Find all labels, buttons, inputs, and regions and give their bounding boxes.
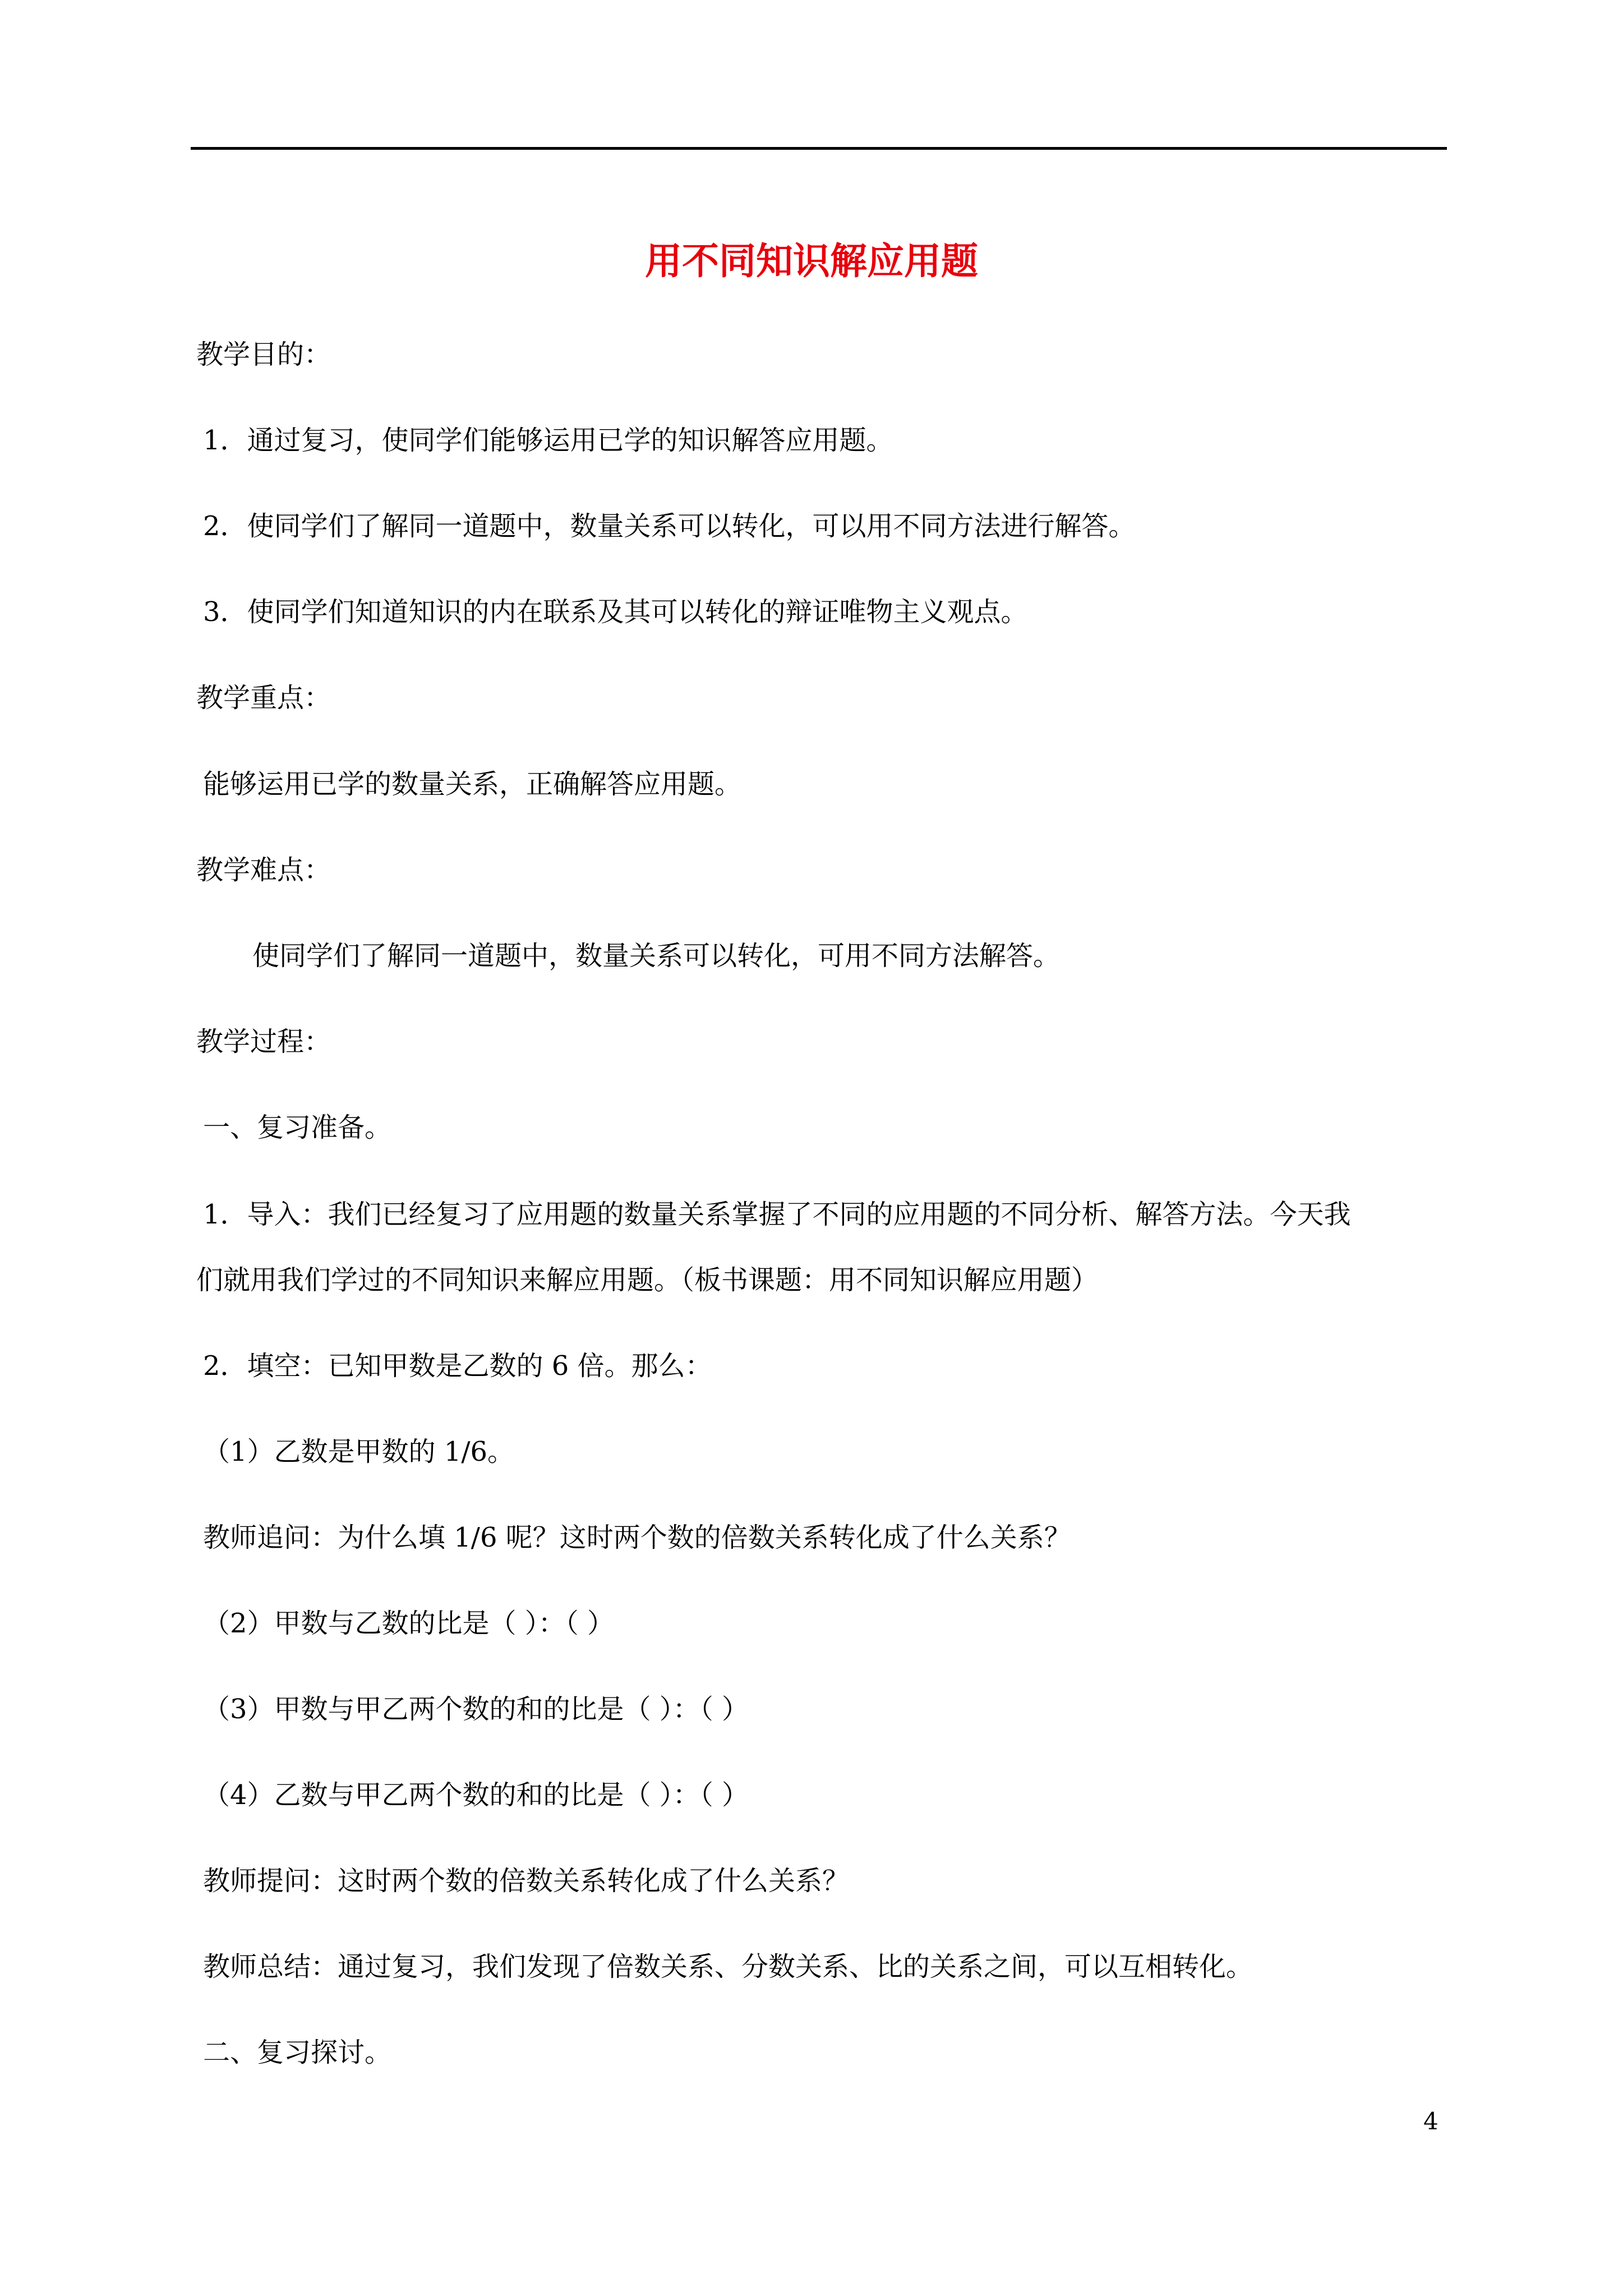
fill-blank-item-3: （3）甲数与甲乙两个数的和的比是（ ）：（ ） xyxy=(203,1694,749,1725)
objective-item-1: 1．通过复习，使同学们能够运用已学的知识解答应用题。 xyxy=(203,425,893,456)
fill-blank-item-1: （1）乙数是甲数的 1/6。 xyxy=(203,1436,515,1467)
part-heading-discussion: 二、复习探讨。 xyxy=(203,2037,392,2068)
teacher-summary: 教师总结：通过复习，我们发现了倍数关系、分数关系、比的关系之间，可以互相转化。 xyxy=(203,1951,1253,1982)
teacher-follow-up-question: 教师追问：为什么填 1/6 呢？这时两个数的倍数关系转化成了什么关系？ xyxy=(203,1522,1071,1553)
section-heading-objectives: 教学目的： xyxy=(196,339,331,370)
header-rule xyxy=(191,147,1447,150)
fill-blank-item-4: （4）乙数与甲乙两个数的和的比是（ ）：（ ） xyxy=(203,1779,749,1811)
objective-item-3: 3．使同学们知道知识的内在联系及其可以转化的辩证唯物主义观点。 xyxy=(203,596,1028,628)
fill-blank-item-2: （2）甲数与乙数的比是（ ）：（ ） xyxy=(203,1608,615,1639)
page-number: 4 xyxy=(1423,2108,1438,2135)
part-heading-review: 一、复习准备。 xyxy=(203,1112,392,1143)
section-heading-difficulties: 教学难点： xyxy=(196,854,331,886)
fill-blank-prompt: 2．填空：已知甲数是乙数的 6 倍。那么： xyxy=(203,1350,712,1382)
section-heading-process: 教学过程： xyxy=(196,1026,331,1057)
page-title: 用不同知识解应用题 xyxy=(645,239,978,283)
teacher-question: 教师提问：这时两个数的倍数关系转化成了什么关系？ xyxy=(203,1865,850,1897)
intro-paragraph-line-2: 们就用我们学过的不同知识来解应用题。（板书课题：用不同知识解应用题） xyxy=(196,1264,1099,1296)
objective-item-2: 2．使同学们了解同一道题中，数量关系可以转化，可以用不同方法进行解答。 xyxy=(203,510,1136,542)
section-heading-key-points: 教学重点： xyxy=(196,682,331,714)
key-point-text: 能够运用已学的数量关系，正确解答应用题。 xyxy=(203,769,742,800)
difficulty-text: 使同学们了解同一道题中，数量关系可以转化，可用不同方法解答。 xyxy=(252,940,1061,972)
intro-paragraph-line-1: 1．导入：我们已经复习了应用题的数量关系掌握了不同的应用题的不同分析、解答方法。今天我 xyxy=(203,1199,1351,1230)
